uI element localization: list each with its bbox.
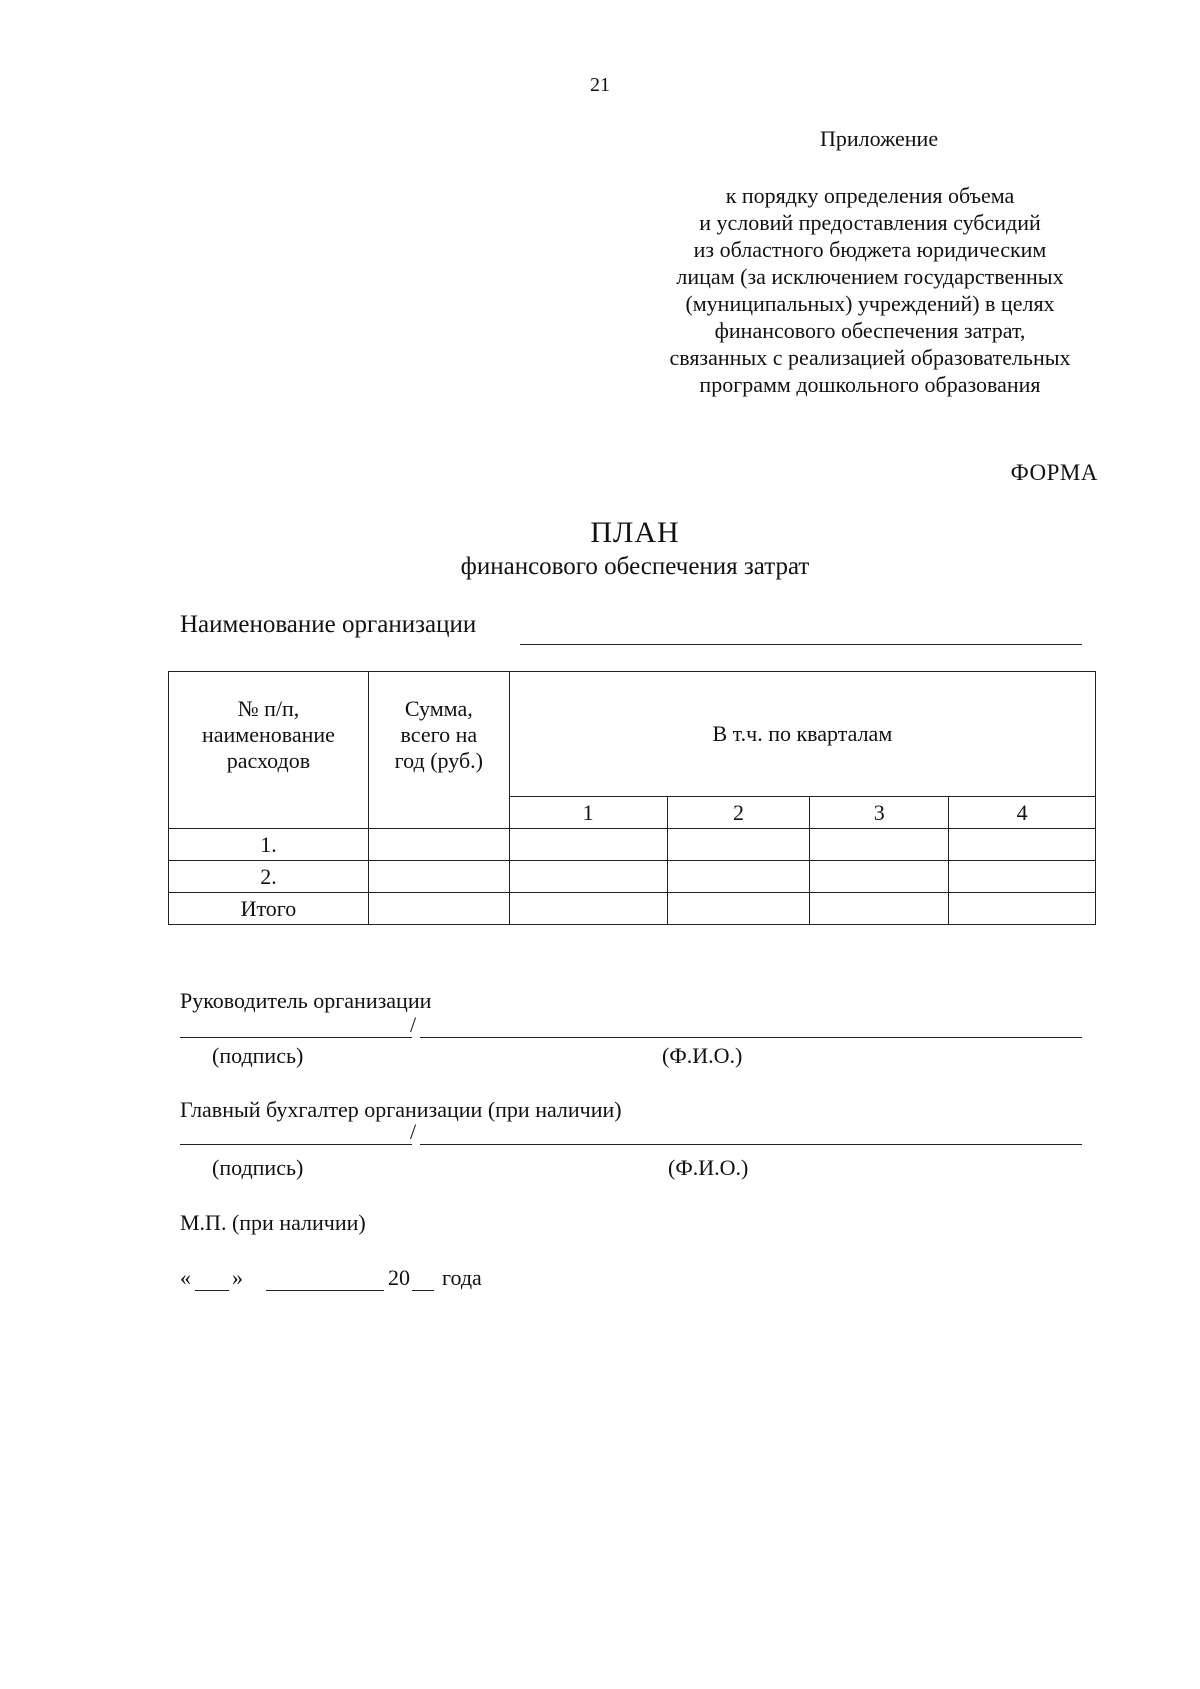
appendix-line: финансового обеспечения затрат, — [714, 318, 1026, 343]
header-quarter-3: 3 — [810, 797, 949, 829]
table-row — [169, 829, 1096, 861]
date-year-suffix: года — [442, 1265, 482, 1290]
appendix-line: из областного бюджета юридическим — [693, 237, 1047, 262]
appendix-text — [640, 182, 1100, 398]
date-open-quote: « — [180, 1265, 191, 1290]
head-name-caption: (Ф.И.О.) — [662, 1043, 743, 1068]
plan-table — [168, 671, 1096, 925]
appendix-title: Приложение — [820, 126, 939, 151]
seal-label: М.П. (при наличии) — [180, 1210, 366, 1235]
appendix-line: (муниципальных) учреждений) в целях — [685, 291, 1055, 316]
accountant-signature-slash: / — [410, 1119, 417, 1144]
appendix-line: к порядку определения объема — [725, 183, 1015, 208]
accountant-name-field[interactable] — [420, 1144, 1082, 1145]
date-year-prefix: 20 — [388, 1265, 410, 1290]
table-total-row — [169, 893, 1096, 925]
form-label: ФОРМА — [1010, 460, 1098, 485]
cell-quarter-1[interactable] — [509, 829, 667, 861]
appendix-line: лицам (за исключением государственных — [676, 264, 1064, 289]
cell-quarter-3[interactable] — [810, 829, 949, 861]
head-signature-field[interactable] — [180, 1037, 412, 1038]
appendix-line: и условий предоставления субсидий — [699, 210, 1041, 235]
cell-quarter-2[interactable] — [667, 829, 810, 861]
head-signature-slash: / — [410, 1012, 417, 1037]
head-signature-caption: (подпись) — [212, 1043, 304, 1068]
cell-total-sum[interactable] — [368, 893, 509, 925]
cell-annual-sum[interactable] — [368, 861, 509, 893]
org-name-label: Наименование организации — [180, 611, 477, 638]
header-quarter-2: 2 — [667, 797, 810, 829]
cell-quarter-1[interactable] — [509, 861, 667, 893]
cell-total-quarter-4[interactable] — [949, 893, 1096, 925]
cell-total-quarter-2[interactable] — [667, 893, 810, 925]
header-quarters: В т.ч. по кварталам — [509, 672, 1095, 797]
row-label: 2. — [169, 861, 369, 893]
head-name-field[interactable] — [420, 1037, 1082, 1038]
accountant-signature-label: Главный бухгалтер организации (при наличии) — [180, 1097, 622, 1122]
cell-quarter-3[interactable] — [810, 861, 949, 893]
cell-quarter-4[interactable] — [949, 829, 1096, 861]
date-close-quote: » — [232, 1265, 243, 1290]
accountant-signature-caption: (подпись) — [212, 1155, 304, 1180]
cell-quarter-4[interactable] — [949, 861, 1096, 893]
header-quarter-4: 4 — [949, 797, 1096, 829]
table-row — [169, 861, 1096, 893]
cell-annual-sum[interactable] — [368, 829, 509, 861]
row-label: 1. — [169, 829, 369, 861]
head-signature-label: Руководитель организации — [180, 988, 432, 1013]
page-number: 21 — [590, 74, 610, 96]
header-expense-name: № п/п, наименование расходов — [169, 672, 369, 829]
header-quarter-1: 1 — [509, 797, 667, 829]
date-month-field[interactable] — [266, 1290, 384, 1291]
accountant-signature-field[interactable] — [180, 1144, 412, 1145]
date-day-field[interactable] — [195, 1290, 229, 1291]
header-annual-sum: Сумма, всего на год (руб.) — [368, 672, 509, 829]
appendix-line: программ дошкольного образования — [699, 372, 1041, 397]
total-label: Итого — [169, 893, 369, 925]
document-title: ПЛАН — [590, 516, 680, 549]
date-year-field[interactable] — [412, 1290, 434, 1291]
document-subtitle: финансового обеспечения затрат — [460, 553, 810, 580]
org-name-field[interactable] — [520, 644, 1082, 645]
accountant-name-caption: (Ф.И.О.) — [668, 1155, 749, 1180]
appendix-line: связанных с реализацией образовательных — [669, 345, 1071, 370]
cell-quarter-2[interactable] — [667, 861, 810, 893]
cell-total-quarter-1[interactable] — [509, 893, 667, 925]
cell-total-quarter-3[interactable] — [810, 893, 949, 925]
